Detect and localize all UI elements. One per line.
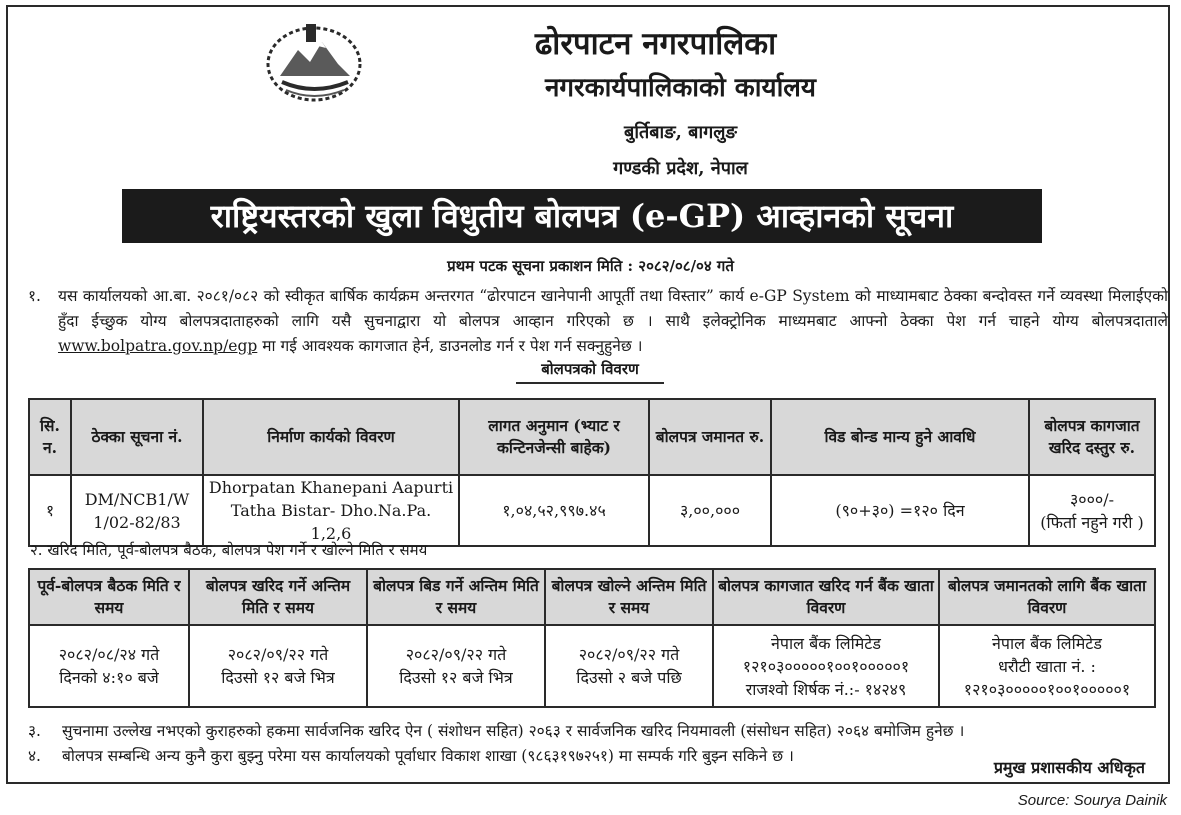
org-name: ढोरपाटन नगरपालिका [534, 26, 777, 62]
cell-open [545, 625, 713, 707]
paragraph-1-text-after: मा गई आवश्यक कागजात हेर्न, डाउनलोड गर्न र पेश गर्न सक्नुहुनेछ । [262, 337, 643, 355]
publication-date: प्रथम पटक सूचना प्रकाशन मिति : २०८२/०८/०४ गते [447, 257, 734, 275]
note-4 [28, 744, 794, 766]
header-cost: लागत अनुमान (भ्याट र कन्टिनजेन्सी बाहेक) [459, 399, 649, 475]
address-line-1: बुर्तिबाङ, बागलुङ [624, 122, 737, 143]
header-bond-validity: विड बोन्ड मान्य हुने आवधि [771, 399, 1029, 475]
cell-bond-validity: (९०+३०) =१२० दिन [771, 475, 1029, 546]
note-4-number: ४. [28, 747, 41, 765]
cell-open-date: २०८२/०९/२२ गते [578, 645, 680, 664]
table-row [29, 625, 1155, 707]
cell-fee-note: (फिर्ता नहुने गरी ) [1040, 512, 1144, 532]
cell-cost: १,०४,५२,९९७.४५ [459, 475, 649, 546]
header-description: निर्माण कार्यको विवरण [203, 399, 459, 475]
cell-bank-security [939, 625, 1155, 707]
header-purchase: बोलपत्र खरिद गर्ने अन्तिम मिति र समय [189, 569, 367, 625]
header-bid: बोलपत्र बिड गर्ने अन्तिम मिति र समय [367, 569, 545, 625]
header-open: बोलपत्र खोल्ने अन्तिम मिति र समय [545, 569, 713, 625]
header-prebid: पूर्व-बोलपत्र बैठक मिति र समय [29, 569, 189, 625]
address-line-2: गण्डकी प्रदेश, नेपाल [613, 158, 748, 179]
cell-contract-no: DM/NCB1/W 1/02-82/83 [71, 475, 203, 546]
cell-prebid-date: २०८२/०८/२४ गते [58, 645, 160, 664]
cell-open-time: दिउसो २ बजे पछि [576, 668, 682, 687]
cell-bank-purchase-account: १२१०३०००००१००१०००००१ [742, 656, 910, 676]
paragraph-1-text-before: यस कार्यालयको आ.बा. २०८१/०८२ को स्वीकृत बार्षिक कार्यक्रम अन्तरगत “ढोरपाटन खानेपानी आपूर्ती तथा विस्तार” कार्य e-GP System को माध्यामबाट ठेक्का बन्दोवस्त गर्ने व्यवस्था मिलाईएको हुँदा ईच्छुक योग्य बोलपत्रदाताहरुको लागि यसै सुचनाद्वारा यो बोलपत्र आव्हान गरिएको छ । साथै इलेक्ट्रोनिक माध्यमबाट आफ्नो ठेक्का पेश गर्न चाहने योग्य बोलपत्रदाताले [58, 287, 1168, 330]
paragraph-1-number: १. [28, 287, 41, 305]
paragraph-1-text [58, 284, 1168, 359]
section-title: बोलपत्रको विवरण [516, 358, 664, 384]
cell-purchase [189, 625, 367, 707]
cell-bank-security-account: १२१०३०००००१००१०००००१ [963, 679, 1131, 699]
schedule-table [28, 568, 1156, 708]
table-header-row [29, 569, 1155, 625]
paragraph-1 [28, 284, 1168, 359]
note-4-text: बोलपत्र सम्बन्धि अन्य कुनै कुरा बुझ्नु परेमा यस कार्यालयको पूर्वाधार विकाश शाखा (९८६३१९७२५१) मा सम्पर्क गरि बुझ्न सकिने छ । [62, 747, 794, 765]
cell-purchase-time: दिउसो १२ बजे भित्र [221, 668, 335, 687]
header-security: बोलपत्र जमानत रु. [649, 399, 771, 475]
cell-description: Dhorpatan Khanepani Aapurti Tatha Bistar- Dho.Na.Pa. 1,2,6 [203, 475, 459, 546]
source-credit: Source: Sourya Dainik [1017, 792, 1167, 809]
notice-title: राष्ट्रियस्तरको खुला विधुतीय बोलपत्र (e-GP) आव्हानको सूचना [122, 189, 1042, 243]
cell-security: ३,००,००० [649, 475, 771, 546]
cell-bid [367, 625, 545, 707]
note-3 [28, 719, 964, 741]
office-name: नगरकार्यपालिकाको कार्यालय [544, 73, 817, 103]
egp-link[interactable]: www.bolpatra.gov.np/egp [58, 337, 258, 355]
tender-details-table [28, 398, 1156, 547]
header-sn: सि. न. [29, 399, 71, 475]
note-3-number: ३. [28, 722, 41, 740]
cell-bank-security-name: नेपाल बैंक लिमिटेड [992, 633, 1102, 653]
cell-sn: १ [29, 475, 71, 546]
cell-bid-time: दिउसो १२ बजे भित्र [399, 668, 513, 687]
cell-purchase-date: २०८२/०९/२२ गते [227, 645, 329, 664]
header-bank-security: बोलपत्र जमानतको लागि बैंक खाता विवरण [939, 569, 1155, 625]
section-2-heading: २. खरिद मिति, पूर्व-बोलपत्र बैठक, बोलपत्र पेश गर्ने र खोल्ने मिति र समय [30, 541, 428, 559]
header-bank-purchase: बोलपत्र कागजात खरिद गर्न बैंक खाता विवरण [713, 569, 939, 625]
cell-bank-purchase [713, 625, 939, 707]
note-3-text: सुचनामा उल्लेख नभएको कुराहरुको हकमा सार्वजनिक खरिद ऐन ( संशोधन सहित) २०६३ र सार्वजनिक खरिद नियमावली (संसोधन सहित) २०६४ बमोजिम हुनेछ । [62, 722, 965, 740]
cell-fee-amount: ३०००/- [1069, 489, 1115, 509]
cell-prebid [29, 625, 189, 707]
table-row [29, 475, 1155, 546]
table-header-row [29, 399, 1155, 475]
cell-fee [1029, 475, 1155, 546]
header-fee: बोलपत्र कागजात खरिद दस्तुर रु. [1029, 399, 1155, 475]
cell-bank-purchase-name: नेपाल बैंक लिमिटेड [771, 633, 881, 653]
cell-bank-security-label: धरौटी खाता नं. : [998, 656, 1096, 676]
cell-bid-date: २०८२/०९/२२ गते [405, 645, 507, 664]
signature: प्रमुख प्रशासकीय अधिकृत [993, 758, 1145, 777]
cell-prebid-time: दिनको ४:१० बजे [59, 668, 159, 687]
cell-bank-purchase-revenue: राजश्वो शिर्षक नं.:- १४२४९ [745, 679, 907, 699]
header-contract-no: ठेक्का सूचना नं. [71, 399, 203, 475]
